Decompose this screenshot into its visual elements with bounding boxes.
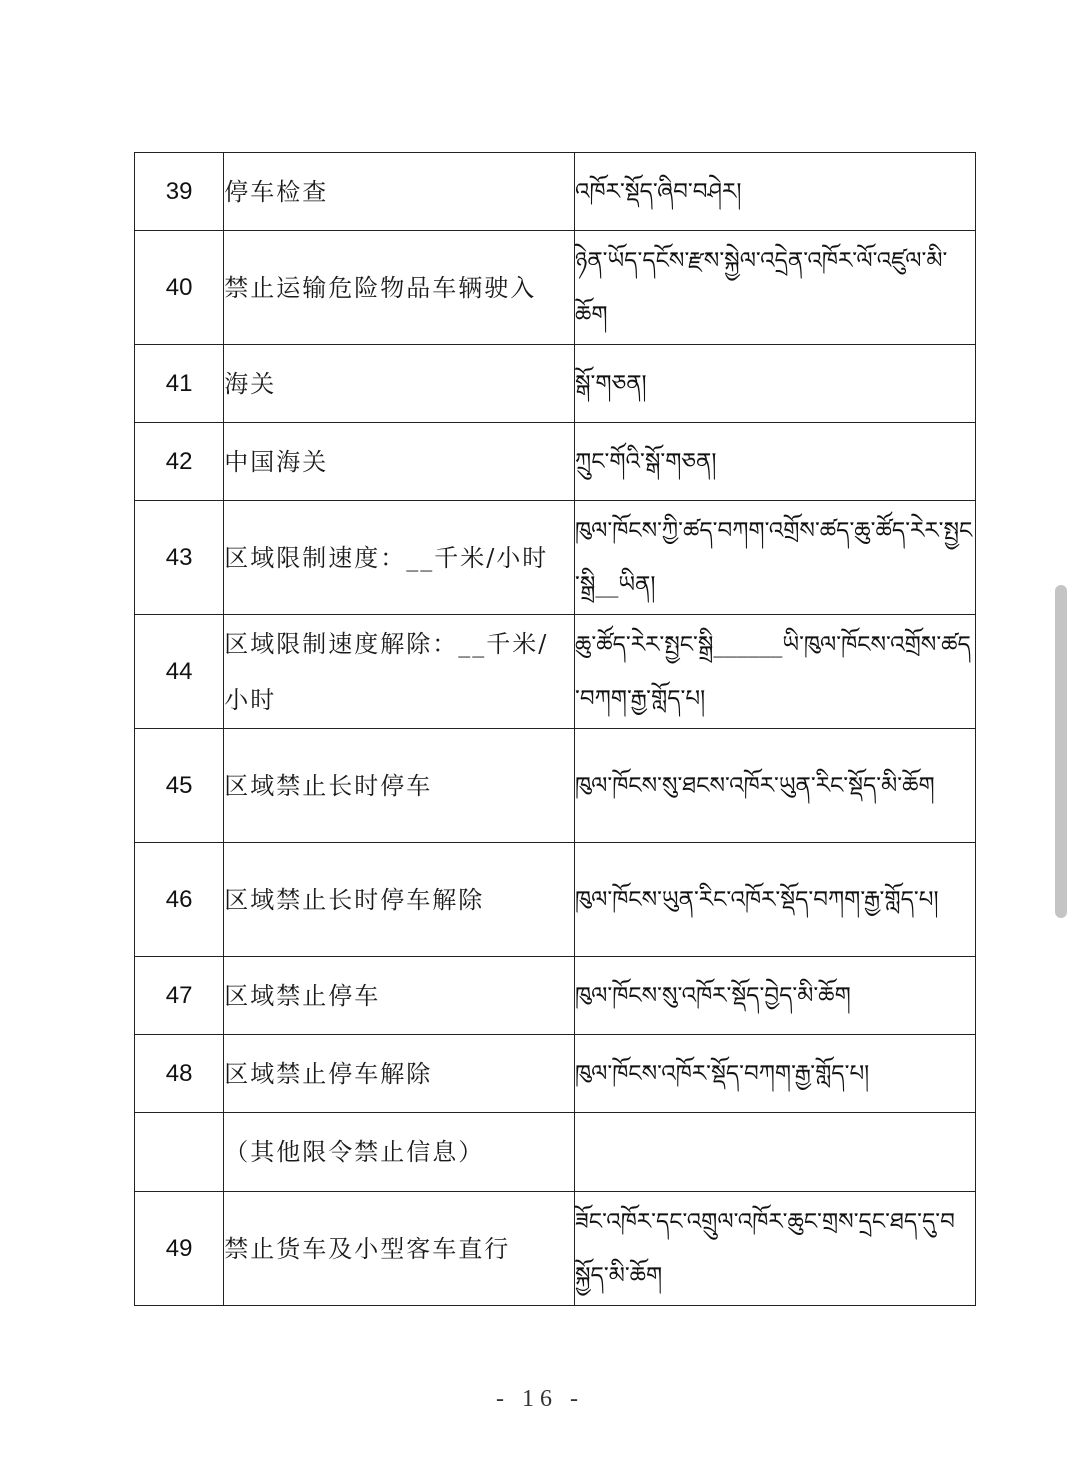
tibetan-term: ཁུལ་ཁོངས་སུ་ཐངས་འཁོར་ཡུན་རིང་སྡོད་མི་ཆོག bbox=[575, 729, 976, 843]
table-row bbox=[135, 729, 976, 843]
tibetan-term: ཟོང་འཁོར་དང་འགྲུལ་འཁོར་ཆུང་གྲས་དྲང་ཐད་དུ་བསྐྱོད་མི་ཆོག bbox=[575, 1192, 976, 1306]
chinese-term: 中国海关 bbox=[224, 423, 575, 501]
chinese-term: 区域禁止停车 bbox=[224, 957, 575, 1035]
row-number: 46 bbox=[135, 843, 224, 957]
tibetan-term: ཁུལ་ཁོངས་སུ་འཁོར་སྡོད་བྱེད་མི་ཆོག bbox=[575, 957, 976, 1035]
tibetan-term: ཁུལ་ཁོངས་ཀྱི་ཚད་བཀག་འགྲོས་ཚད་ཆུ་ཚོད་རེར་སྤྱང་སྒྲི__ཡིན། bbox=[575, 501, 976, 615]
table-row bbox=[135, 957, 976, 1035]
tibetan-term: ཆུ་ཚོད་རེར་སྤྱང་སྒྲི______ཡི་ཁུལ་ཁོངས་འགྲོས་ཚད་བཀག་རྒྱ་གློད་པ། bbox=[575, 615, 976, 729]
scrollbar-thumb[interactable] bbox=[1055, 585, 1067, 918]
page-number: - 16 - bbox=[496, 1386, 584, 1412]
row-number: 43 bbox=[135, 501, 224, 615]
row-number: 44 bbox=[135, 615, 224, 729]
table-row bbox=[135, 231, 976, 345]
row-number: 48 bbox=[135, 1035, 224, 1113]
section-heading: （其他限令禁止信息） bbox=[224, 1113, 575, 1192]
row-number: 49 bbox=[135, 1192, 224, 1306]
row-number bbox=[135, 1113, 224, 1192]
table-row bbox=[135, 501, 976, 615]
table-row bbox=[135, 423, 976, 501]
tibetan-term: སྒོ་གཅན། bbox=[575, 345, 976, 423]
tibetan-term: ཁུལ་ཁོངས་འཁོར་སྡོད་བཀག་རྒྱ་གློད་པ། bbox=[575, 1035, 976, 1113]
row-number: 45 bbox=[135, 729, 224, 843]
chinese-term: 区域禁止停车解除 bbox=[224, 1035, 575, 1113]
table-row bbox=[135, 1035, 976, 1113]
row-number: 42 bbox=[135, 423, 224, 501]
chinese-term: 区域禁止长时停车解除 bbox=[224, 843, 575, 957]
chinese-term: 停车检查 bbox=[224, 153, 575, 231]
table-row bbox=[135, 843, 976, 957]
table-row bbox=[135, 1192, 976, 1306]
row-number: 39 bbox=[135, 153, 224, 231]
table-row bbox=[135, 345, 976, 423]
tibetan-term: འཁོར་སྡོད་ཞིབ་བཤེར། bbox=[575, 153, 976, 231]
table-row bbox=[135, 1113, 976, 1192]
chinese-term: 禁止货车及小型客车直行 bbox=[224, 1192, 575, 1306]
row-number: 40 bbox=[135, 231, 224, 345]
tibetan-term bbox=[575, 1113, 976, 1192]
row-number: 41 bbox=[135, 345, 224, 423]
tibetan-term: ཉེན་ཡོད་དངོས་རྫས་སྐྱེལ་འདྲེན་འཁོར་ལོ་འཛུལ་མི་ཆོག bbox=[575, 231, 976, 345]
row-number: 47 bbox=[135, 957, 224, 1035]
chinese-term: 海关 bbox=[224, 345, 575, 423]
table-row bbox=[135, 153, 976, 231]
tibetan-term: ཁུལ་ཁོངས་ཡུན་རིང་འཁོར་སྡོད་བཀག་རྒྱ་གློད་པ། bbox=[575, 843, 976, 957]
chinese-term: 禁止运输危险物品车辆驶入 bbox=[224, 231, 575, 345]
chinese-term: 区域限制速度：__千米/小时 bbox=[224, 501, 575, 615]
table-row bbox=[135, 615, 976, 729]
sign-glossary-table bbox=[134, 152, 976, 1306]
chinese-term: 区域限制速度解除：__千米/小时 bbox=[224, 615, 575, 729]
tibetan-term: ཀྲུང་གོའི་སྒོ་གཅན། bbox=[575, 423, 976, 501]
chinese-term: 区域禁止长时停车 bbox=[224, 729, 575, 843]
